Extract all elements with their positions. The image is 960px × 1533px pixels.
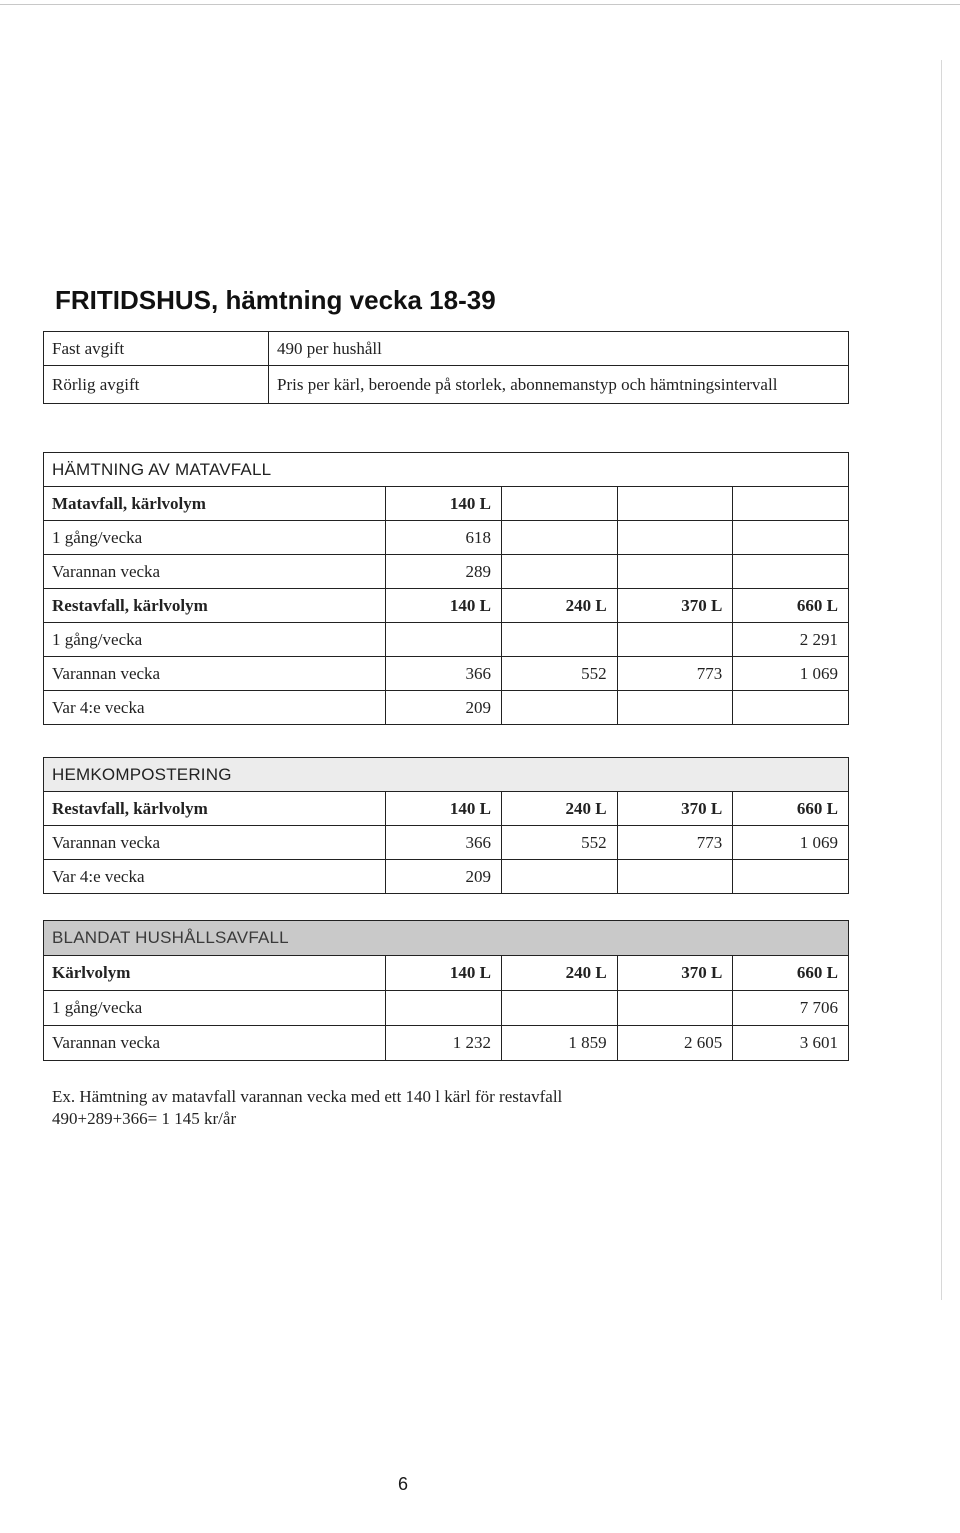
table-cell: 1 069 (733, 826, 849, 860)
table-row (44, 487, 849, 521)
table-row (44, 956, 849, 991)
row-label: 1 gång/vecka (44, 991, 386, 1026)
row-label: Varannan vecka (44, 1026, 386, 1061)
row-label: Restavfall, kärlvolym (44, 792, 386, 826)
variable-fee-label: Rörlig avgift (44, 366, 269, 404)
example-line-1: Ex. Hämtning av matavfall varannan vecka med ett 140 l kärl för restavfall (52, 1087, 563, 1106)
table-cell (502, 521, 618, 555)
table-cell: 370 L (617, 589, 733, 623)
table-cell: 552 (502, 657, 618, 691)
table-cell (733, 487, 849, 521)
row-label: Matavfall, kärlvolym (44, 487, 386, 521)
table-cell: 1 232 (386, 1026, 502, 1061)
table-row (44, 792, 849, 826)
table-cell (617, 555, 733, 589)
table-cell (617, 487, 733, 521)
table-cell: 289 (386, 555, 502, 589)
table-cell: 660 L (733, 792, 849, 826)
home-composting-table (43, 757, 849, 894)
table-cell (733, 691, 849, 725)
table-cell: 2 291 (733, 623, 849, 657)
table-cell: 7 706 (733, 991, 849, 1026)
home-composting-rows (44, 792, 849, 894)
table-cell: 366 (386, 826, 502, 860)
table-cell: 1 859 (502, 1026, 618, 1061)
table-row (44, 691, 849, 725)
table-cell: 240 L (501, 792, 617, 826)
table-cell: 660 L (733, 589, 849, 623)
row-label: 1 gång/vecka (44, 623, 386, 657)
table-row (44, 332, 849, 366)
table-cell (502, 991, 618, 1026)
table-cell (617, 521, 733, 555)
fee-table (43, 331, 849, 404)
table-cell: 1 069 (733, 657, 849, 691)
table-cell: 140 L (386, 792, 502, 826)
table-cell (733, 521, 849, 555)
table-cell (502, 555, 618, 589)
table-cell (733, 860, 849, 894)
food-waste-table (43, 452, 849, 725)
table-cell (617, 691, 733, 725)
table-cell (386, 623, 502, 657)
fixed-fee-label: Fast avgift (44, 332, 269, 366)
table-cell: 240 L (502, 589, 618, 623)
table-row (44, 555, 849, 589)
table-cell (386, 991, 502, 1026)
table-cell (501, 860, 617, 894)
food-waste-rows (44, 487, 849, 725)
row-label: Var 4:e vecka (44, 860, 386, 894)
table-cell (617, 860, 733, 894)
table-cell: 140 L (386, 487, 502, 521)
page-number: 6 (398, 1474, 409, 1494)
row-label: Var 4:e vecka (44, 691, 386, 725)
row-label: Kärlvolym (44, 956, 386, 991)
table-cell (502, 623, 618, 657)
row-label: Varannan vecka (44, 826, 386, 860)
table-cell: 240 L (502, 956, 618, 991)
table-cell: 370 L (617, 956, 733, 991)
table-cell: 140 L (386, 589, 502, 623)
row-label: Varannan vecka (44, 555, 386, 589)
section-header (44, 453, 849, 487)
section-title-hemkompostering: HEMKOMPOSTERING (44, 758, 849, 792)
table-row (44, 623, 849, 657)
table-cell (502, 487, 618, 521)
table-cell (502, 691, 618, 725)
table-cell: 773 (617, 657, 733, 691)
table-row (44, 860, 849, 894)
table-cell: 660 L (733, 956, 849, 991)
row-label: 1 gång/vecka (44, 521, 386, 555)
fixed-fee-value: 490 per hushåll (269, 332, 849, 366)
top-rule (0, 4, 960, 5)
example-line-2: 490+289+366= 1 145 kr/år (52, 1109, 237, 1128)
mixed-waste-rows (44, 956, 849, 1061)
row-label: Restavfall, kärlvolym (44, 589, 386, 623)
table-cell (617, 991, 733, 1026)
table-cell (617, 623, 733, 657)
table-cell: 140 L (386, 956, 502, 991)
table-cell (733, 555, 849, 589)
page-edge-rule (941, 60, 942, 1300)
table-row (44, 1026, 849, 1061)
table-cell: 209 (386, 691, 502, 725)
section-header (44, 921, 849, 956)
section-title-blandat: BLANDAT HUSHÅLLSAVFALL (44, 921, 849, 956)
table-cell: 773 (617, 826, 733, 860)
table-cell: 209 (386, 860, 502, 894)
table-cell: 2 605 (617, 1026, 733, 1061)
table-cell: 366 (386, 657, 502, 691)
table-cell: 618 (386, 521, 502, 555)
table-row (44, 521, 849, 555)
section-title-matavfall: HÄMTNING AV MATAVFALL (44, 453, 849, 487)
example-note (52, 1086, 562, 1130)
row-label: Varannan vecka (44, 657, 386, 691)
table-row (44, 589, 849, 623)
table-row (44, 991, 849, 1026)
variable-fee-value: Pris per kärl, beroende på storlek, abonnemanstyp och hämtningsintervall (269, 366, 849, 404)
table-row (44, 657, 849, 691)
mixed-waste-table (43, 920, 849, 1061)
page-title: FRITIDSHUS, hämtning vecka 18-39 (55, 285, 496, 315)
section-header (44, 758, 849, 792)
table-cell: 552 (501, 826, 617, 860)
table-row (44, 366, 849, 404)
table-row (44, 826, 849, 860)
table-cell: 3 601 (733, 1026, 849, 1061)
table-cell: 370 L (617, 792, 733, 826)
